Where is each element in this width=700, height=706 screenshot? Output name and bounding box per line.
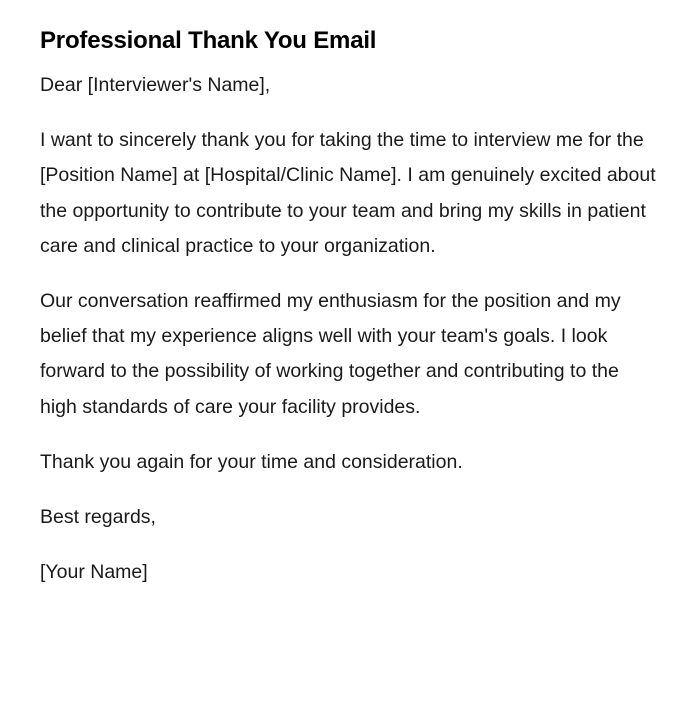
body-paragraph-2: Our conversation reaffirmed my enthusiasm for the position and my belief that my experience aligns well with your team's goals. I look forward to the possibility of working together and contributing to the high standards of care your facility provides.	[40, 290, 621, 418]
body-paragraph-3: Thank you again for your time and consideration.	[40, 450, 463, 473]
body-paragraph-1: I want to sincerely thank you for taking the time to interview me for the [Position Name] at [Hospital/Clinic Name]. I am genuinely excited about the opportunity to contribute to your team and bring my skills in patient care and clinical practice to your organization.	[40, 129, 656, 257]
closing-line: Best regards,	[40, 506, 156, 529]
salutation: Dear [Interviewer's Name],	[40, 74, 271, 96]
email-document	[40, 24, 660, 610]
signature: [Your Name]	[40, 561, 148, 584]
page-title: Professional Thank You Email	[40, 27, 377, 54]
